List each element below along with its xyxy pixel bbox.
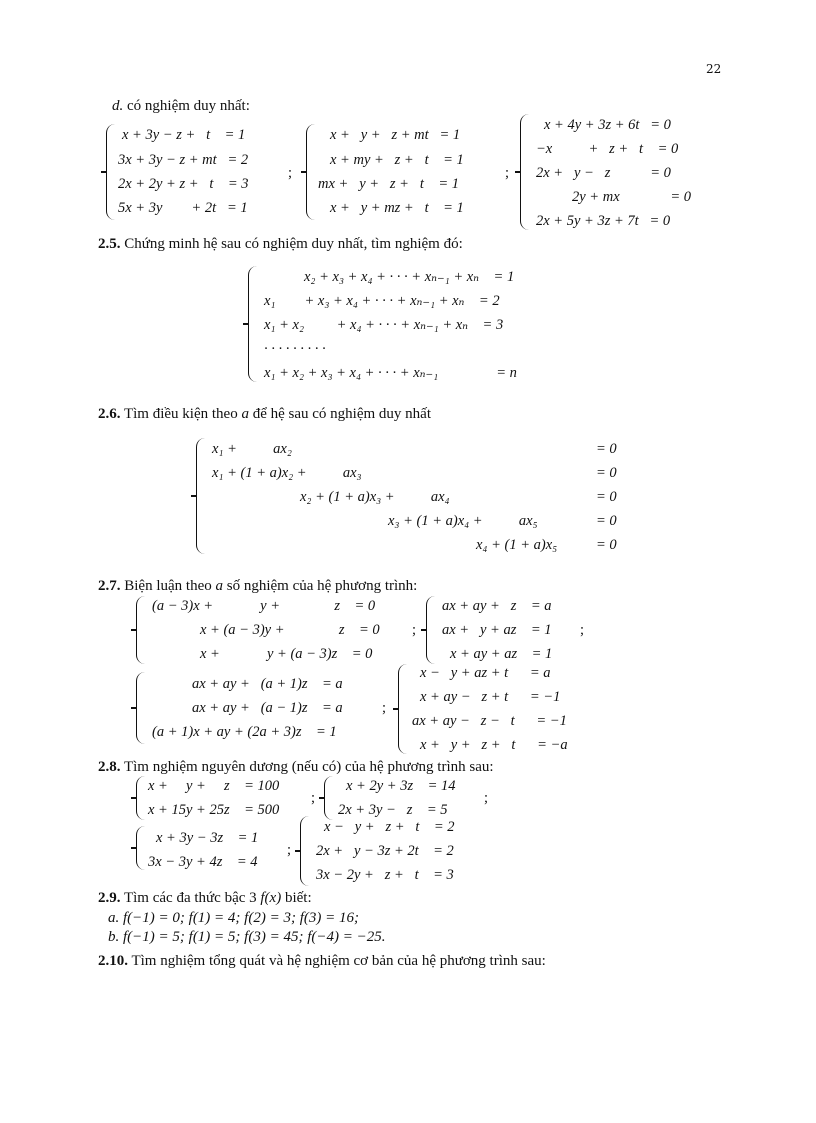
equation-rhs: = 0: [596, 441, 617, 457]
equation-row: x₁ + x₂ + x₃ + x₄ + · · · + xₙ₋₁ = n: [264, 365, 517, 381]
problem-variable: f(x): [260, 890, 282, 906]
equation-row: 3x − 2y + z + t = 3: [316, 867, 454, 883]
problem-number: 2.9.: [98, 890, 121, 906]
equation-row: 2x + y − z = 0: [536, 165, 671, 181]
brace: [426, 596, 436, 664]
brace: [248, 266, 258, 382]
separator: ;: [580, 622, 585, 638]
problem-text: biết:: [281, 890, 312, 906]
problem-text: Tìm điều kiện theo: [120, 406, 242, 422]
equation-row: x + ay − z + t = −1: [420, 689, 561, 705]
equation-row: x + y + z + t = −a: [420, 737, 568, 753]
equation-row: x + 3y − z + t = 1: [122, 127, 246, 143]
problem-variable: a: [215, 578, 223, 594]
equation-row: x₂ + x₃ + x₄ + · · · + xₙ₋₁ + xₙ = 1: [304, 269, 515, 285]
equation-row: 2y + mx = 0: [572, 189, 692, 205]
item-d-letter: d.: [112, 98, 124, 114]
system-2-7b: [426, 596, 596, 664]
problem-variable: a: [241, 406, 249, 422]
separator: ;: [484, 790, 489, 806]
problem-2-9-b: [108, 929, 385, 946]
item-text: f(−1) = 0; f(1) = 4; f(2) = 3; f(3) = 16;: [123, 910, 359, 926]
system-2-5: [248, 266, 578, 382]
equation-row: x + y + z = 100: [148, 778, 280, 794]
problem-text: Tìm các đa thức bậc 3: [120, 890, 261, 906]
equation-row: x − y + z + t = 2: [324, 819, 455, 835]
system-d3: [520, 114, 716, 230]
system-2-6: [196, 438, 626, 554]
equation-rhs: = 0: [596, 465, 617, 481]
system-2-8a: [136, 776, 314, 820]
item-letter: b.: [108, 929, 120, 945]
brace: [136, 672, 146, 744]
equation-row: (a + 1)x + ay + (2a + 3)z = 1: [152, 724, 337, 740]
problem-text: Tìm nghiệm nguyên dương (nếu có) của hệ phương trình sau:: [120, 759, 494, 775]
equation-row: x + y + z + mt = 1: [330, 127, 461, 143]
item-d: [112, 98, 250, 115]
equation-row: ax + ay + (a + 1)z = a: [192, 676, 343, 692]
problem-number: 2.10.: [98, 953, 128, 969]
separator: ;: [412, 622, 417, 638]
separator: ;: [287, 842, 292, 858]
separator: ;: [505, 165, 510, 181]
equation-row: x + y + mz + t = 1: [330, 200, 464, 216]
brace: [136, 596, 146, 664]
system-2-7a: [136, 596, 416, 664]
brace: [324, 776, 334, 820]
equation-row: 5x + 3y + 2t = 1: [118, 200, 248, 216]
problem-text: Tìm nghiệm tổng quát và hệ nghiệm cơ bản của hệ phương trình sau:: [128, 953, 546, 969]
brace: [398, 664, 408, 754]
separator: ;: [288, 165, 293, 181]
equation-row: x + 4y + 3z + 6t = 0: [544, 117, 671, 133]
equation-row: x + my + z + t = 1: [330, 152, 464, 168]
brace: [520, 114, 530, 230]
problem-text: số nghiệm của hệ phương trình:: [222, 578, 418, 594]
system-2-7d: [398, 664, 608, 754]
equation-row: x + (a − 3)y + z = 0: [200, 622, 380, 638]
equation-row: x − y + az + t = a: [420, 665, 551, 681]
equation-row: ax + ay + z = a: [442, 598, 552, 614]
equation-row: x + y + (a − 3)z = 0: [200, 646, 373, 662]
equation-row: x₁ + x₃ + x₄ + · · · + xₙ₋₁ + xₙ = 2: [264, 293, 500, 309]
brace: [196, 438, 206, 554]
system-d2: [306, 124, 506, 220]
equation-row: x + 2y + 3z = 14: [346, 778, 456, 794]
problem-text: để hệ sau có nghiệm duy nhất: [248, 406, 431, 422]
problem-2-9-a: [108, 910, 359, 927]
equation-row: 2x + y − 3z + 2t = 2: [316, 843, 454, 859]
separator: ;: [382, 700, 387, 716]
equation-rhs: = 0: [596, 513, 617, 529]
problem-2-10: [98, 953, 546, 970]
equation-rhs: = 0: [596, 489, 617, 505]
equation-row: x₃ + (1 + a)x₄ + ax₅: [388, 513, 538, 529]
separator: ;: [311, 790, 316, 806]
system-2-8c: [136, 826, 286, 870]
equation-row: x + 3y − 3z = 1: [156, 830, 259, 846]
item-text: f(−1) = 5; f(1) = 5; f(3) = 45; f(−4) = −25.: [123, 929, 386, 945]
system-d1: [106, 124, 296, 220]
equation-row: x + 15y + 25z = 500: [148, 802, 280, 818]
problem-number: 2.7.: [98, 578, 121, 594]
problem-number: 2.8.: [98, 759, 121, 775]
equation-row: 2x + 5y + 3z + 7t = 0: [536, 213, 671, 229]
problem-2-5: [98, 236, 463, 253]
equation-row: ax + ay + (a − 1)z = a: [192, 700, 343, 716]
problem-2-6: [98, 406, 431, 423]
equation-row: x₁ + x₂ + x₄ + · · · + xₙ₋₁ + xₙ = 3: [264, 317, 504, 333]
problem-2-7: [98, 578, 417, 595]
brace: [106, 124, 116, 220]
equation-row: 3x + 3y − z + mt = 2: [118, 152, 249, 168]
equation-row: −x + z + t = 0: [536, 141, 679, 157]
brace: [136, 776, 146, 820]
brace: [136, 826, 146, 870]
equation-row: (a − 3)x + y + z = 0: [152, 598, 376, 614]
problem-text: Biện luận theo: [120, 578, 216, 594]
problem-text: Chứng minh hệ sau có nghiệm duy nhất, tìm nghiệm đó:: [120, 236, 463, 252]
equation-row: ax + y + az = 1: [442, 622, 552, 638]
equation-row: x₁ + (1 + a)x₂ + ax₃: [212, 465, 362, 481]
equation-row: mx + y + z + t = 1: [318, 176, 460, 192]
equation-row: · · · · · · · · ·: [264, 341, 326, 357]
problem-number: 2.5.: [98, 236, 121, 252]
equation-row: x₁ + ax₂: [212, 441, 292, 457]
equation-row: x₂ + (1 + a)x₃ + ax₄: [300, 489, 450, 505]
problem-2-8: [98, 759, 494, 776]
equation-row: ax + ay − z − t = −1: [412, 713, 567, 729]
system-2-7c: [136, 672, 396, 744]
equation-rhs: = 0: [596, 537, 617, 553]
equation-row: 3x − 3y + 4z = 4: [148, 854, 258, 870]
system-2-8b: [324, 776, 484, 820]
problem-number: 2.6.: [98, 406, 121, 422]
equation-row: x₄ + (1 + a)x₅: [476, 537, 558, 553]
item-letter: a.: [108, 910, 120, 926]
system-2-8d: [300, 816, 490, 886]
brace: [306, 124, 316, 220]
equation-row: 2x + 2y + z + t = 3: [118, 176, 249, 192]
item-d-text: có nghiệm duy nhất:: [123, 98, 250, 114]
equation-row: 2x + 3y − z = 5: [338, 802, 448, 818]
problem-2-9: [98, 890, 312, 907]
page-number: 22: [706, 62, 722, 76]
brace: [300, 816, 310, 886]
equation-row: x + ay + az = 1: [450, 646, 553, 662]
